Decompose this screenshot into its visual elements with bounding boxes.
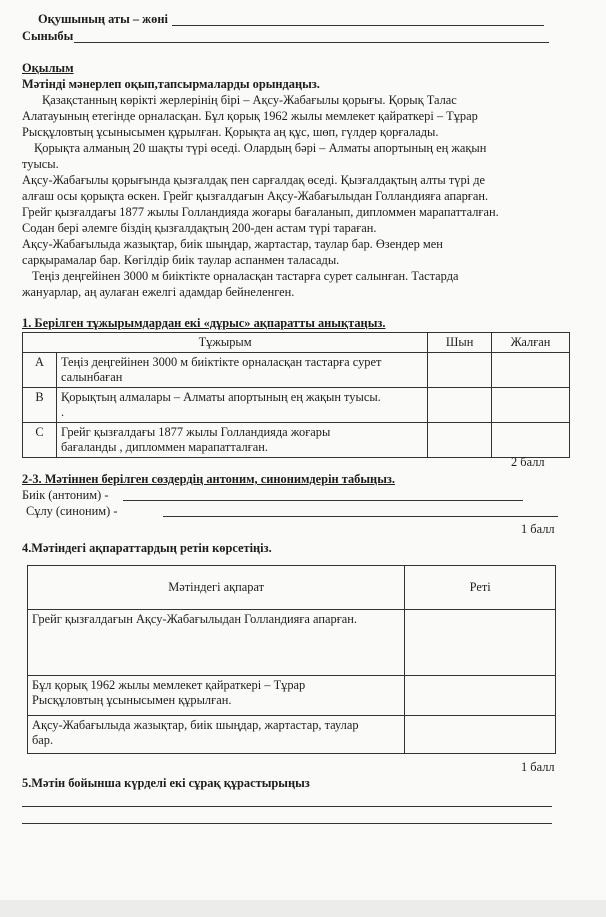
table-row	[23, 423, 570, 458]
table-row	[28, 676, 556, 716]
col-order-header: Реті	[405, 566, 556, 610]
synonym-answer-line[interactable]	[163, 516, 558, 517]
table-row	[28, 716, 556, 754]
true-answer-cell[interactable]	[428, 423, 492, 458]
true-answer-cell[interactable]	[428, 388, 492, 423]
text-line: Теңіз деңгейінен 3000 м биіктікте орналасқан тастарға сурет салынған. Тастарда	[32, 269, 459, 283]
task2-title: 2-3. Мәтіннен берілген сөздердің антоним, синонимдерін табыңыз.	[22, 472, 395, 486]
section-title: Оқылым	[22, 61, 74, 75]
table-row	[28, 610, 556, 676]
task2-score: 1 балл	[521, 522, 555, 536]
section-instruction: Мәтінді мәнерлеп оқып,тапсырмаларды орындаңыз.	[22, 77, 320, 91]
false-answer-cell[interactable]	[492, 388, 570, 423]
true-answer-cell[interactable]	[428, 353, 492, 388]
order-answer-cell[interactable]	[405, 610, 556, 676]
statement-line: бағаланды , дипломмен марапатталған.	[60, 440, 268, 454]
order-answer-cell[interactable]	[405, 676, 556, 716]
task1-title: 1. Берілген тұжырымдардан екі «дұрыс» ақпаратты анықтаңыз.	[22, 316, 386, 330]
page-bottom-margin	[0, 900, 606, 917]
order-answer-cell[interactable]	[405, 716, 556, 754]
true-false-table	[22, 332, 570, 458]
table-row	[23, 388, 570, 423]
col-statement-header: Тұжырым	[23, 333, 428, 353]
text-line: Ақсу-Жабағылыда жазықтар, биік шыңдар, жартастар, таулар бар. Өзендер мен	[22, 237, 443, 251]
answer-line[interactable]	[22, 823, 552, 824]
row-letter: B	[23, 388, 57, 423]
false-answer-cell[interactable]	[492, 353, 570, 388]
text-line: жануарлар, аң аулаған ежелгі адамдар бейнеленген.	[22, 285, 295, 299]
text-line: Рысқұловтың ұсынысымен құрылған. Қорықта аң құс, шөп, гүлдер қорғалады.	[22, 125, 439, 139]
info-line: Бұл қорық 1962 жылы мемлекет қайраткері – Тұрар	[32, 678, 306, 692]
statement-line: Теңіз деңгейінен 3000 м биіктікте орналасқан тастарға сурет	[60, 355, 382, 369]
text-line: Қазақстанның көрікті жерлерінің бірі – Ақсу-Жабағылы қорығы. Қорық Талас	[42, 93, 457, 107]
task4-score: 1 балл	[521, 760, 555, 774]
col-true-header: Шын	[428, 333, 492, 353]
task5-title: 5.Мәтін бойынша күрделі екі сұрақ құрастырыңыз	[22, 776, 310, 790]
text-line: сарқырамалар бар. Көгілдір биік таулар аспанмен таласады.	[22, 253, 340, 267]
statement-line: салынбаған	[60, 370, 123, 384]
text-line: Содан бері әлемге біздің қызғалдақтың 200-ден астам түрі тараған.	[22, 221, 377, 235]
text-line: Ақсу-Жабағылы қорығында қызғалдақ пен сарғалдақ өседі. Қызғалдақтың алты түрі де	[22, 173, 485, 187]
statement-cell	[56, 388, 427, 423]
task1-score: 2 балл	[511, 455, 545, 469]
info-line: Грейг қызғалдағын Ақсу-Жабағылыдан Голландияға апарған.	[32, 612, 357, 626]
row-letter: C	[23, 423, 57, 458]
text-line: туысы.	[22, 157, 59, 171]
info-cell	[28, 610, 405, 676]
info-line: Рысқұловтың ұсынысымен құрылған.	[32, 693, 232, 707]
antonym-answer-line[interactable]	[123, 500, 523, 501]
info-cell	[28, 676, 405, 716]
antonym-label: Биік (антоним) -	[22, 488, 109, 502]
text-line: Грейг қызғалдағы 1877 жылы Голландияда жоғары бағаланып, дипломмен марапатталған.	[22, 205, 499, 219]
col-info-header: Мәтіндегі ақпарат	[28, 566, 405, 610]
table-header-row	[23, 333, 570, 353]
answer-line[interactable]	[22, 806, 552, 807]
row-letter: A	[23, 353, 57, 388]
statement-line: Грейг қызғалдағы 1877 жылы Голландияда жоғары	[60, 425, 331, 439]
text-line: Алатауының етегінде орналасқан. Бұл қорық 1962 жылы мемлекет қайраткері – Тұрар	[22, 109, 478, 123]
table-row	[23, 353, 570, 388]
col-false-header: Жалған	[492, 333, 570, 353]
order-table	[27, 565, 556, 754]
statement-cell	[56, 423, 427, 458]
info-line: Ақсу-Жабағылыда жазықтар, биік шыңдар, жартастар, таулар	[32, 718, 359, 732]
info-line: бар.	[32, 733, 54, 747]
synonym-label: Сұлу (синоним) -	[26, 504, 118, 518]
statement-cell	[56, 353, 427, 388]
info-cell	[28, 716, 405, 754]
false-answer-cell[interactable]	[492, 423, 570, 458]
statement-line: Қорықтың алмалары – Алматы апортының ең жақын туысы.	[60, 390, 381, 404]
class-line[interactable]	[74, 42, 549, 43]
table-header-row	[28, 566, 556, 610]
text-line: алғаш осы қорықта өскен. Грейг қызғалдағын Ақсу-Жабағылыдан Голландияға апарған.	[22, 189, 489, 203]
student-name-label: Оқушының аты – жөні	[38, 12, 168, 26]
student-name-line[interactable]	[172, 25, 544, 26]
text-line: Қорықта алманың 20 шақты түрі өседі. Олардың бәрі – Алматы апортының ең жақын	[34, 141, 487, 155]
statement-line: .	[60, 405, 65, 419]
task4-title: 4.Мәтіндегі ақпараттардың ретін көрсетіңіз.	[22, 541, 272, 555]
class-label: Сыныбы	[22, 29, 74, 43]
